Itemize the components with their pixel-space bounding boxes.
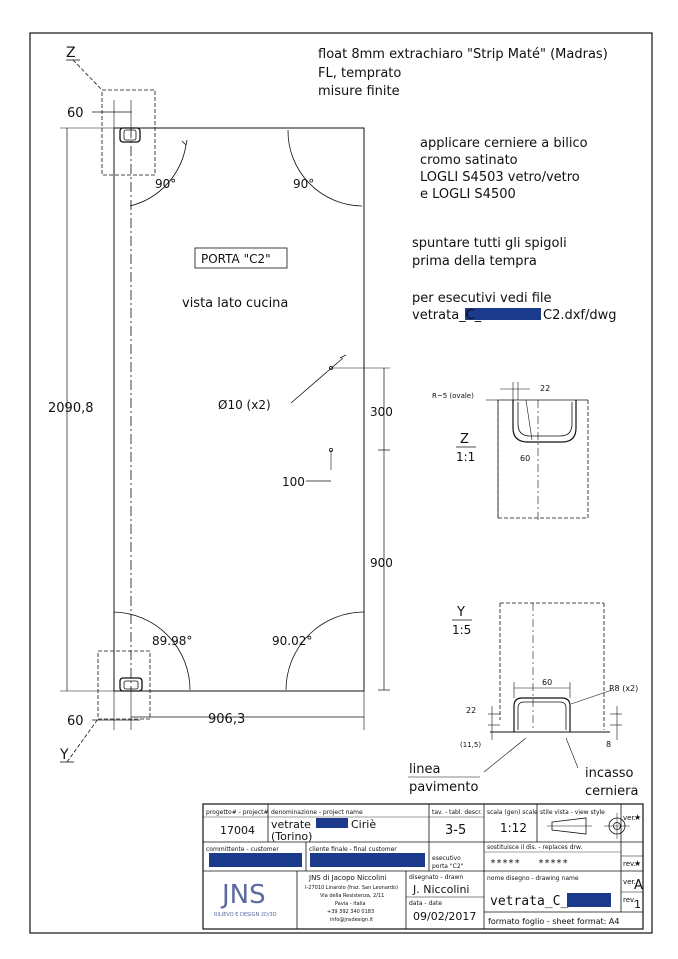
svg-text:*****: ***** xyxy=(538,858,569,869)
svg-text:misure finite: misure finite xyxy=(318,84,400,99)
hole-diameter-label: Ø10 (x2) xyxy=(218,398,271,412)
svg-text:applicare cerniere a bilico: applicare cerniere a bilico xyxy=(420,136,588,151)
dim-300: 300 xyxy=(370,405,393,419)
drawing-date: 09/02/2017 xyxy=(413,910,477,923)
svg-text:info@jnsdesign.it: info@jnsdesign.it xyxy=(330,917,374,923)
detail-y-width: 60 xyxy=(542,678,553,687)
notes-hinges xyxy=(420,136,588,202)
svg-text:stile vista - view style: stile vista - view style xyxy=(540,809,605,816)
scale-value: 1:12 xyxy=(500,821,527,835)
detail-y-scale: 1:5 xyxy=(452,623,472,637)
svg-text:(Torino): (Torino) xyxy=(271,830,313,843)
detail-y-h22: 22 xyxy=(466,706,477,715)
notes-glass xyxy=(318,47,608,99)
door-width-dim: 906,3 xyxy=(208,712,246,727)
detail-y-marker: Y xyxy=(457,605,465,620)
svg-text:vetrata_C_: vetrata_C_ xyxy=(412,308,482,323)
marker-z: Z xyxy=(66,45,76,61)
hinge-offset-bottom-dim: 60 xyxy=(67,714,84,729)
angle-bottom-right: 90.02° xyxy=(272,634,313,648)
angle-top-right: 90° xyxy=(293,177,315,191)
svg-text:Pavia - Italia: Pavia - Italia xyxy=(335,901,366,907)
detail-z-radius: R~5 (ovale) xyxy=(432,392,474,400)
svg-text:A: A xyxy=(634,878,643,893)
door-height-dim: 2090,8 xyxy=(48,401,94,416)
svg-text:rev.: rev. xyxy=(623,860,636,868)
svg-text:sostituisce il dis. - replaces: sostituisce il dis. - replaces drw. xyxy=(487,844,583,851)
svg-text:nome disegno - drawing name: nome disegno - drawing name xyxy=(487,875,579,882)
svg-text:ver.: ver. xyxy=(623,878,636,886)
drawing-name: vetrata_C_ xyxy=(490,894,569,909)
dim-900: 900 xyxy=(370,556,393,570)
label-floor-2: pavimento xyxy=(409,780,479,795)
company-logo: JNS xyxy=(222,880,266,910)
project-name: vetrate xyxy=(271,818,311,831)
svg-text:★: ★ xyxy=(634,859,642,868)
sheet-number: 3-5 xyxy=(445,823,467,838)
hinge-offset-top-dim: 60 xyxy=(67,106,84,121)
svg-text:Via della Resistenza, 2/11: Via della Resistenza, 2/11 xyxy=(320,893,385,899)
label-hinge-1: incasso xyxy=(585,766,634,781)
svg-text:1: 1 xyxy=(634,898,641,911)
svg-text:porta "C2": porta "C2" xyxy=(432,863,464,870)
detail-z-height: 60 xyxy=(520,454,531,463)
notes-edges xyxy=(412,236,567,269)
sheet-format: formato foglio - sheet format: A4 xyxy=(488,917,620,926)
detail-z-drawing xyxy=(486,382,588,520)
detail-y-8: 8 xyxy=(606,740,612,749)
svg-text:per esecutivi vedi file: per esecutivi vedi file xyxy=(412,291,552,306)
angle-bottom-left: 89.98° xyxy=(152,634,193,648)
svg-text:+39 392 340 0183: +39 392 340 0183 xyxy=(327,909,375,915)
company-name: JNS di Jacopo Niccolini xyxy=(309,874,387,882)
svg-text:*****: ***** xyxy=(490,858,521,869)
detail-z-marker: Z xyxy=(460,432,469,447)
svg-text:Ciriè: Ciriè xyxy=(351,818,377,831)
svg-text:scala (gen) scale: scala (gen) scale xyxy=(487,809,538,816)
svg-text:cliente finale - final custome: cliente finale - final customer xyxy=(309,846,397,853)
detail-y-115: (11,5) xyxy=(460,741,482,749)
svg-text:RILIEVO E DESIGN 2D/3D: RILIEVO E DESIGN 2D/3D xyxy=(214,912,277,918)
svg-text:I-27010 Linarolo (fraz. San Le: I-27010 Linarolo (fraz. San Leonardo) xyxy=(305,885,399,891)
svg-text:e LOGLI S4500: e LOGLI S4500 xyxy=(420,187,516,202)
svg-text:cromo satinato: cromo satinato xyxy=(420,153,518,168)
door-view-label: vista lato cucina xyxy=(182,296,289,311)
sheet-border xyxy=(30,33,652,933)
drawn-by: J. Niccolini xyxy=(413,883,470,896)
svg-text:float 8mm extrachiaro "Strip M: float 8mm extrachiaro "Strip Maté" (Madras) xyxy=(318,47,608,62)
svg-text:rev.: rev. xyxy=(623,896,636,904)
svg-text:FL, temprato: FL, temprato xyxy=(318,66,402,81)
svg-text:denominazione - project name: denominazione - project name xyxy=(271,809,363,816)
angle-top-left: 90° xyxy=(155,177,177,191)
label-hinge-2: cerniera xyxy=(585,784,639,799)
svg-text:spuntare tutti gli spigoli: spuntare tutti gli spigoli xyxy=(412,236,567,251)
svg-text:C2.dxf/dwg: C2.dxf/dwg xyxy=(543,308,617,323)
svg-text:LOGLI S4503 vetro/vetro: LOGLI S4503 vetro/vetro xyxy=(420,170,580,185)
svg-text:esecutivo: esecutivo xyxy=(432,855,461,862)
dim-100: 100 xyxy=(282,475,305,489)
svg-text:tav. - tabl. descr.: tav. - tabl. descr. xyxy=(432,809,483,816)
project-number: 17004 xyxy=(220,824,255,837)
svg-text:progetto# - project#: progetto# - project# xyxy=(206,809,269,816)
svg-text:disegnato - drawn: disegnato - drawn xyxy=(409,874,464,881)
svg-text:★: ★ xyxy=(634,813,642,822)
detail-z-scale: 1:1 xyxy=(456,450,476,464)
detail-y-drawing xyxy=(484,603,622,772)
detail-y-radius: R8 (x2) xyxy=(609,684,639,693)
svg-text:committente - customer: committente - customer xyxy=(206,846,279,853)
svg-text:prima della tempra: prima della tempra xyxy=(412,254,537,269)
marker-y: Y xyxy=(60,747,69,763)
detail-z-width: 22 xyxy=(540,384,551,393)
label-floor-1: linea xyxy=(409,762,441,777)
door-title: PORTA "C2" xyxy=(201,252,271,266)
svg-text:data - date: data - date xyxy=(409,900,443,907)
svg-text:ver.: ver. xyxy=(623,814,636,822)
